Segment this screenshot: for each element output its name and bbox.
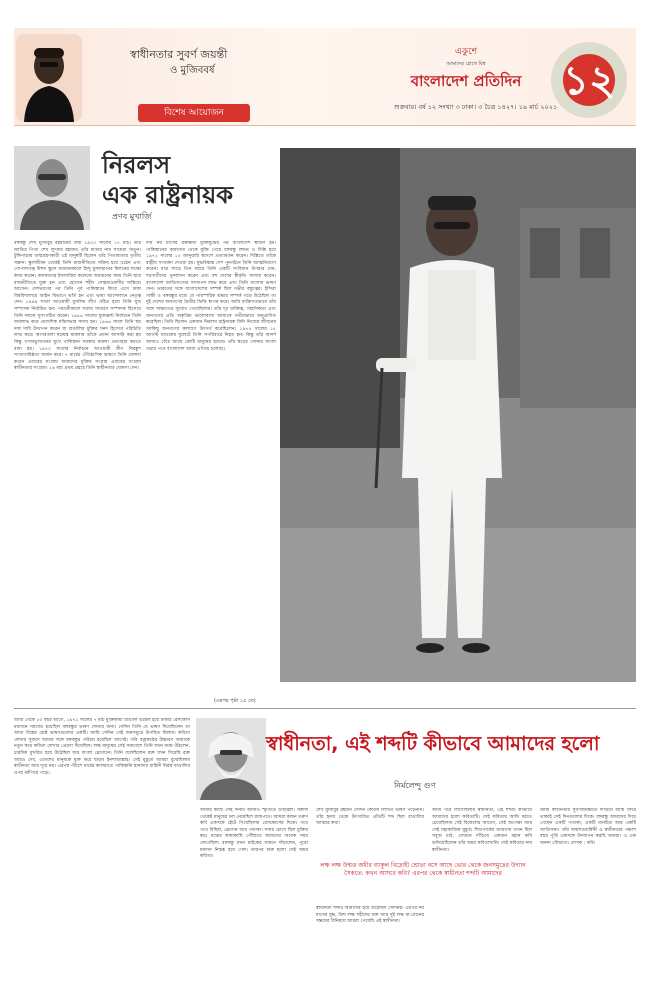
mujib-year-slogan: ও মুজিববর্ষ — [170, 65, 215, 76]
article2-title: স্বাধীনতা, এই শব্দটি কীভাবে আমাদের হলো — [266, 732, 600, 755]
author-photo-nirmalendu — [196, 718, 266, 800]
masthead-tagline: আমাদের চোখে বিশ্ব — [446, 61, 486, 67]
article1-author: প্রণব মুখার্জি — [112, 212, 152, 221]
article2-column-3-top: শেখ মুজিবুর রহমান সেদিন কোনো লিখিত ভাষণ পড়েননি। তাঁর হৃদয় থেকে উৎসারিত প্রতিটি শব্দ ছিল বাঙালির আত্মার কথা। — [316, 808, 424, 827]
article2-author: নির্মলেন্দু গুণ — [394, 781, 436, 790]
newspaper-name: বাংলাদেশ প্রতিদিন — [410, 72, 522, 90]
dateline: শুক্রবার। বর্ষ ১২ সংখ্যা ৩ ঢাকা। ৩ চৈত্র ১৪২৭। ১৯ মার্চ ২০২১ — [394, 103, 558, 111]
masthead-prefix: একুশে — [454, 47, 478, 57]
article2-column-2: আমার কাছে সেই দিনটি আজও স্মৃতিতে উজ্জ্বল। সকাল থেকেই মানুষের ঢল নেমেছিল রাজপথে। আমরা কজন তরুণ কবি একসঙ্গে হেঁটে গিয়েছিলাম রেসকোর্সের দিকে। পথে পথে মিছিল, স্লোগান আর পতাকা। সবার চোখে ছিল মুক্তির স্বপ্ন। মঞ্চের কাছাকাছি পৌঁছাতে আমাদের অনেক সময় লেগেছিল। বঙ্গবন্ধু যখন মাইকের সামনে দাঁড়ালেন, পুরো ময়দান নিস্তব্ধ হয়ে গেল। তারপর শুরু হলো সেই অমর কবিতা। — [200, 808, 308, 860]
special-arrangement-tag: বিশেষ আয়োজন — [138, 104, 250, 122]
bangabandhu-standing-photo — [280, 148, 636, 682]
section-divider — [14, 708, 636, 709]
article1-title — [102, 150, 233, 210]
article2-column-left: আজ থেকে ৫০ বছর আগে, ১৯৭১ সালের ৭ মার্চ মুক্তিকামী বাঙালি উদ্বেল হয়ে ঢাকার রেসকোর্স ময়দানে সমবেত হয়েছিল বঙ্গবন্ধুর ভাষণ শোনার জন্য। সেদিন তিনি যে ভাষণ দিয়েছিলেন তা আজ বিশ্বের শ্রেষ্ঠ ভাষণগুলোর একটি। আমি সেদিন সেই জনসমুদ্রে উপস্থিত ছিলাম। কবিতা লেখার সুবাদে আমার সঙ্গে বঙ্গবন্ধুর পরিচয় হয়েছিল আগেই। তাঁর বজ্রকণ্ঠের উচ্চারণ আমাকে নতুন করে কবিতা লেখার প্রেরণা দিয়েছিল। লক্ষ মানুষের সেই সমাবেশে তিনি যখন মঞ্চে উঠলেন, চারদিক মুখরিত হয়ে উঠেছিল জয় বাংলা স্লোগানে। তিনি বলেছিলেন রক্ত যখন দিয়েছি রক্ত আরও দেব, এদেশের মানুষকে মুক্ত করে ছাড়ব ইনশাআল্লাহ। সেই মুহূর্তে আমরা বুঝেছিলাম স্বাধীনতা আর দূরে নয়। এরপর পঁচিশে মার্চের কালরাতে পাকিস্তানি হানাদার বাহিনী নিরস্ত্র বাঙালির ওপর ঝাঁপিয়ে পড়ে। — [14, 718, 190, 776]
article2-column-5: আজ স্বাধীনতার সুবর্ণজয়ন্তীতে দাঁড়িয়ে আমি ফিরে তাকাই সেই দিনগুলোর দিকে। বঙ্গবন্ধু আমাদের দিয়ে গেছেন একটি পতাকা, একটি মানচিত্র আর একটি জাতিসত্তা। তাঁর জন্মশতবার্ষিকী ও স্বাধীনতার পঞ্চাশ বছর পূর্তি একসঙ্গে উদযাপন করছি আমরা। এ এক অনন্য সৌভাগ্য। লেখক : কবি। — [540, 808, 636, 846]
article1-continued-note: (এরপর পৃষ্ঠা ১৫ তে) — [214, 698, 256, 704]
special-supplement-header — [14, 28, 636, 126]
article1-column-2: দীর্ঘ নয় মাসের রক্তক্ষয়ী মুক্তিযুদ্ধের পর বাংলাদেশ স্বাধীন হয়। পাকিস্তানের কারাগার থেকে মুক্তি পেয়ে বঙ্গবন্ধু লন্ডন ও দিল্লি হয়ে ১৯৭২ সালের ১০ জানুয়ারি স্বদেশে প্রত্যাবর্তন করেন। দিল্লিতে তাঁকে রাষ্ট্রীয় সংবর্ধনা দেওয়া হয়। যুদ্ধবিধ্বস্ত দেশ পুনর্গঠনে তিনি আত্মনিয়োগ করেন। মাত্র সাড়ে তিন বছরে তিনি একটি সংবিধান উপহার দেন, শরণার্থীদের পুনর্বাসন করেন এবং বহু দেশের স্বীকৃতি আদায় করেন। বাংলাদেশ জাতিসংঘের সদস্যপদ লাভ করে এবং তিনি বাংলায় ভাষণ দেন। ভারতের সঙ্গে বাংলাদেশের সম্পর্ক ছিল গভীর বন্ধুত্বের। ইন্দিরা গান্ধী ও বঙ্গবন্ধুর মধ্যে যে পারস্পরিক শ্রদ্ধার সম্পর্ক গড়ে উঠেছিল তা দুই দেশের জনগণের মৈত্রীর ভিত্তি স্থাপন করে। আমি ব্যক্তিগতভাবে তাঁর সঙ্গে সাক্ষাতের সুযোগ পেয়েছিলাম। তাঁর দৃঢ় ব্যক্তিত্ব, সাহসিকতা এবং জনগণের প্রতি অকৃত্রিম ভালোবাসা আমাকে গভীরভাবে অনুপ্রাণিত করেছিল। তিনি ছিলেন একজন নিরলস রাষ্ট্রনায়ক যিনি নিজের জীবনের সবকিছু জনগণের কল্যাণে উৎসর্গ করেছিলেন। ১৯৭৫ সালের ১৫ আগস্ট ঘাতকের বুলেটে তিনি সপরিবারে নিহত হন। কিন্তু তাঁর আদর্শ আজও বেঁচে আছে কোটি মানুষের হৃদয়ে। তাঁর স্বপ্নের সোনার বাংলা গড়ার পথে বাংলাদেশ আজ এগিয়ে চলেছে। — [146, 241, 276, 352]
issue-number-emblem — [544, 36, 634, 124]
author-photo-pranab — [14, 146, 90, 230]
article1-title-line2: এক রাষ্ট্রনায়ক — [102, 181, 234, 209]
jubilee-slogan: স্বাধীনতার সুবর্ণ জয়ন্তী — [130, 48, 228, 61]
masthead — [406, 44, 526, 95]
article1-title-line1: নিরলস — [102, 151, 171, 179]
article2-column-3-bottom: স্বাধীনতা শব্দটি আমাদের হয়ে উঠেছিল সেদিনই। এরপর নয় মাসের যুদ্ধ, ত্রিশ লক্ষ শহীদের রক্ত আর দুই লক্ষ মা-বোনের সম্ভ্রমের বিনিময়ে আমরা পেয়েছি এই স্বাধীনতা। — [316, 906, 424, 925]
article1-column-1: বঙ্গবন্ধু শেখ মুজিবুর রহমানের জন্ম ১৯২০ সালের ১৭ মার্চ। তাঁর জাতির পিতা শেখ লুৎফর রহমান। তাঁর মাতার নাম সায়েরা খাতুন। টুঙ্গিপাড়ায় জন্মগ্রহণকারী এই মানুষটি ছিলেন তাঁর পিতামাতার তৃতীয় সন্তান। স্কুলজীবন থেকেই তিনি রাজনীতিতে সক্রিয় হয়ে ওঠেন এবং গোপালগঞ্জ মিশন স্কুলে অধ্যয়নকালে হিন্দু মুসলমানের মিলনের লক্ষ্যে কাজ করেন। কলকাতার ইসলামিয়া কলেজে অধ্যয়নের সময় তিনি ছাত্র রাজনীতিতে যুক্ত হন এবং হোসেন শহীদ সোহরাওয়ার্দীর সান্নিধ্যে আসেন। দেশভাগের পর তিনি পূর্ব পাকিস্তানে ফিরে এসে ঢাকা বিশ্ববিদ্যালয়ে আইন বিভাগে ভর্তি হন এবং ভাষা আন্দোলনে নেতৃত্ব দেন। ১৯৪৯ সালে আওয়ামী মুসলিম লীগ গঠিত হলে তিনি যুগ্ম সম্পাদক নির্বাচিত হন। পরবর্তীকালে দলের সাধারণ সম্পাদক হিসেবে তিনি দলকে সুসংগঠিত করেন। ১৯৫৪ সালের যুক্তফ্রন্ট নির্বাচনে তিনি জয়লাভ করে প্রাদেশিক মন্ত্রিসভার সদস্য হন। ১৯৬৬ সালে তিনি ছয় দফা দাবি উত্থাপন করেন যা বাঙালির মুক্তির সনদ হিসেবে পরিচিতি লাভ করে। আগরতলা ষড়যন্ত্র মামলায় তাঁকে প্রধান আসামি করা হয় কিন্তু গণঅভ্যুত্থানের মুখে পাকিস্তান সরকার মামলা প্রত্যাহার করতে বাধ্য হয়। ১৯৭০ সালের নির্বাচনে আওয়ামী লীগ নিরঙ্কুশ সংখ্যাগরিষ্ঠতা অর্জন করে। ৭ মার্চের ঐতিহাসিক ভাষণে তিনি ঘোষণা করেন এবারের সংগ্রাম আমাদের মুক্তির সংগ্রাম এবারের সংগ্রাম স্বাধীনতার সংগ্রাম। ২৬ মার্চ প্রথম প্রহরে তিনি স্বাধীনতার ঘোষণা দেন। — [14, 241, 141, 372]
article2-column-4: আমি পরে লিখেছিলাম স্বাধীনতা, এই শব্দটি কীভাবে আমাদের হলো কবিতাটি। সেই কবিতায় আমি ধরতে চেয়েছিলাম সেই বিকেলের আবেগ, সেই অপেক্ষা আর সেই মহাকাব্যিক মুহূর্ত। শিশুপার্কের জায়গায় তখন ছিল সবুজ মাঠ, যেখানে দাঁড়িয়ে একজন মহান কবি শুনিয়েছিলেন তাঁর অমর কবিতাখানি। সেই কবিতার নাম স্বাধীনতা। — [432, 808, 532, 853]
bangabandhu-portrait — [16, 34, 82, 122]
issue-number: ১২ — [563, 58, 615, 104]
newspaper-page — [14, 28, 636, 973]
article2-pullquote: লক্ষ লক্ষ উন্মত্ত অধীর ব্যাকুল বিদ্রোহী শ্রোতা বসে আছে ভোর থেকে জনসমুদ্রের উদ্যান সৈকতে: কখন আসবে কবি? এরপর থেকে স্বাধীনতা শব্দটি আমাদের — [320, 862, 526, 877]
